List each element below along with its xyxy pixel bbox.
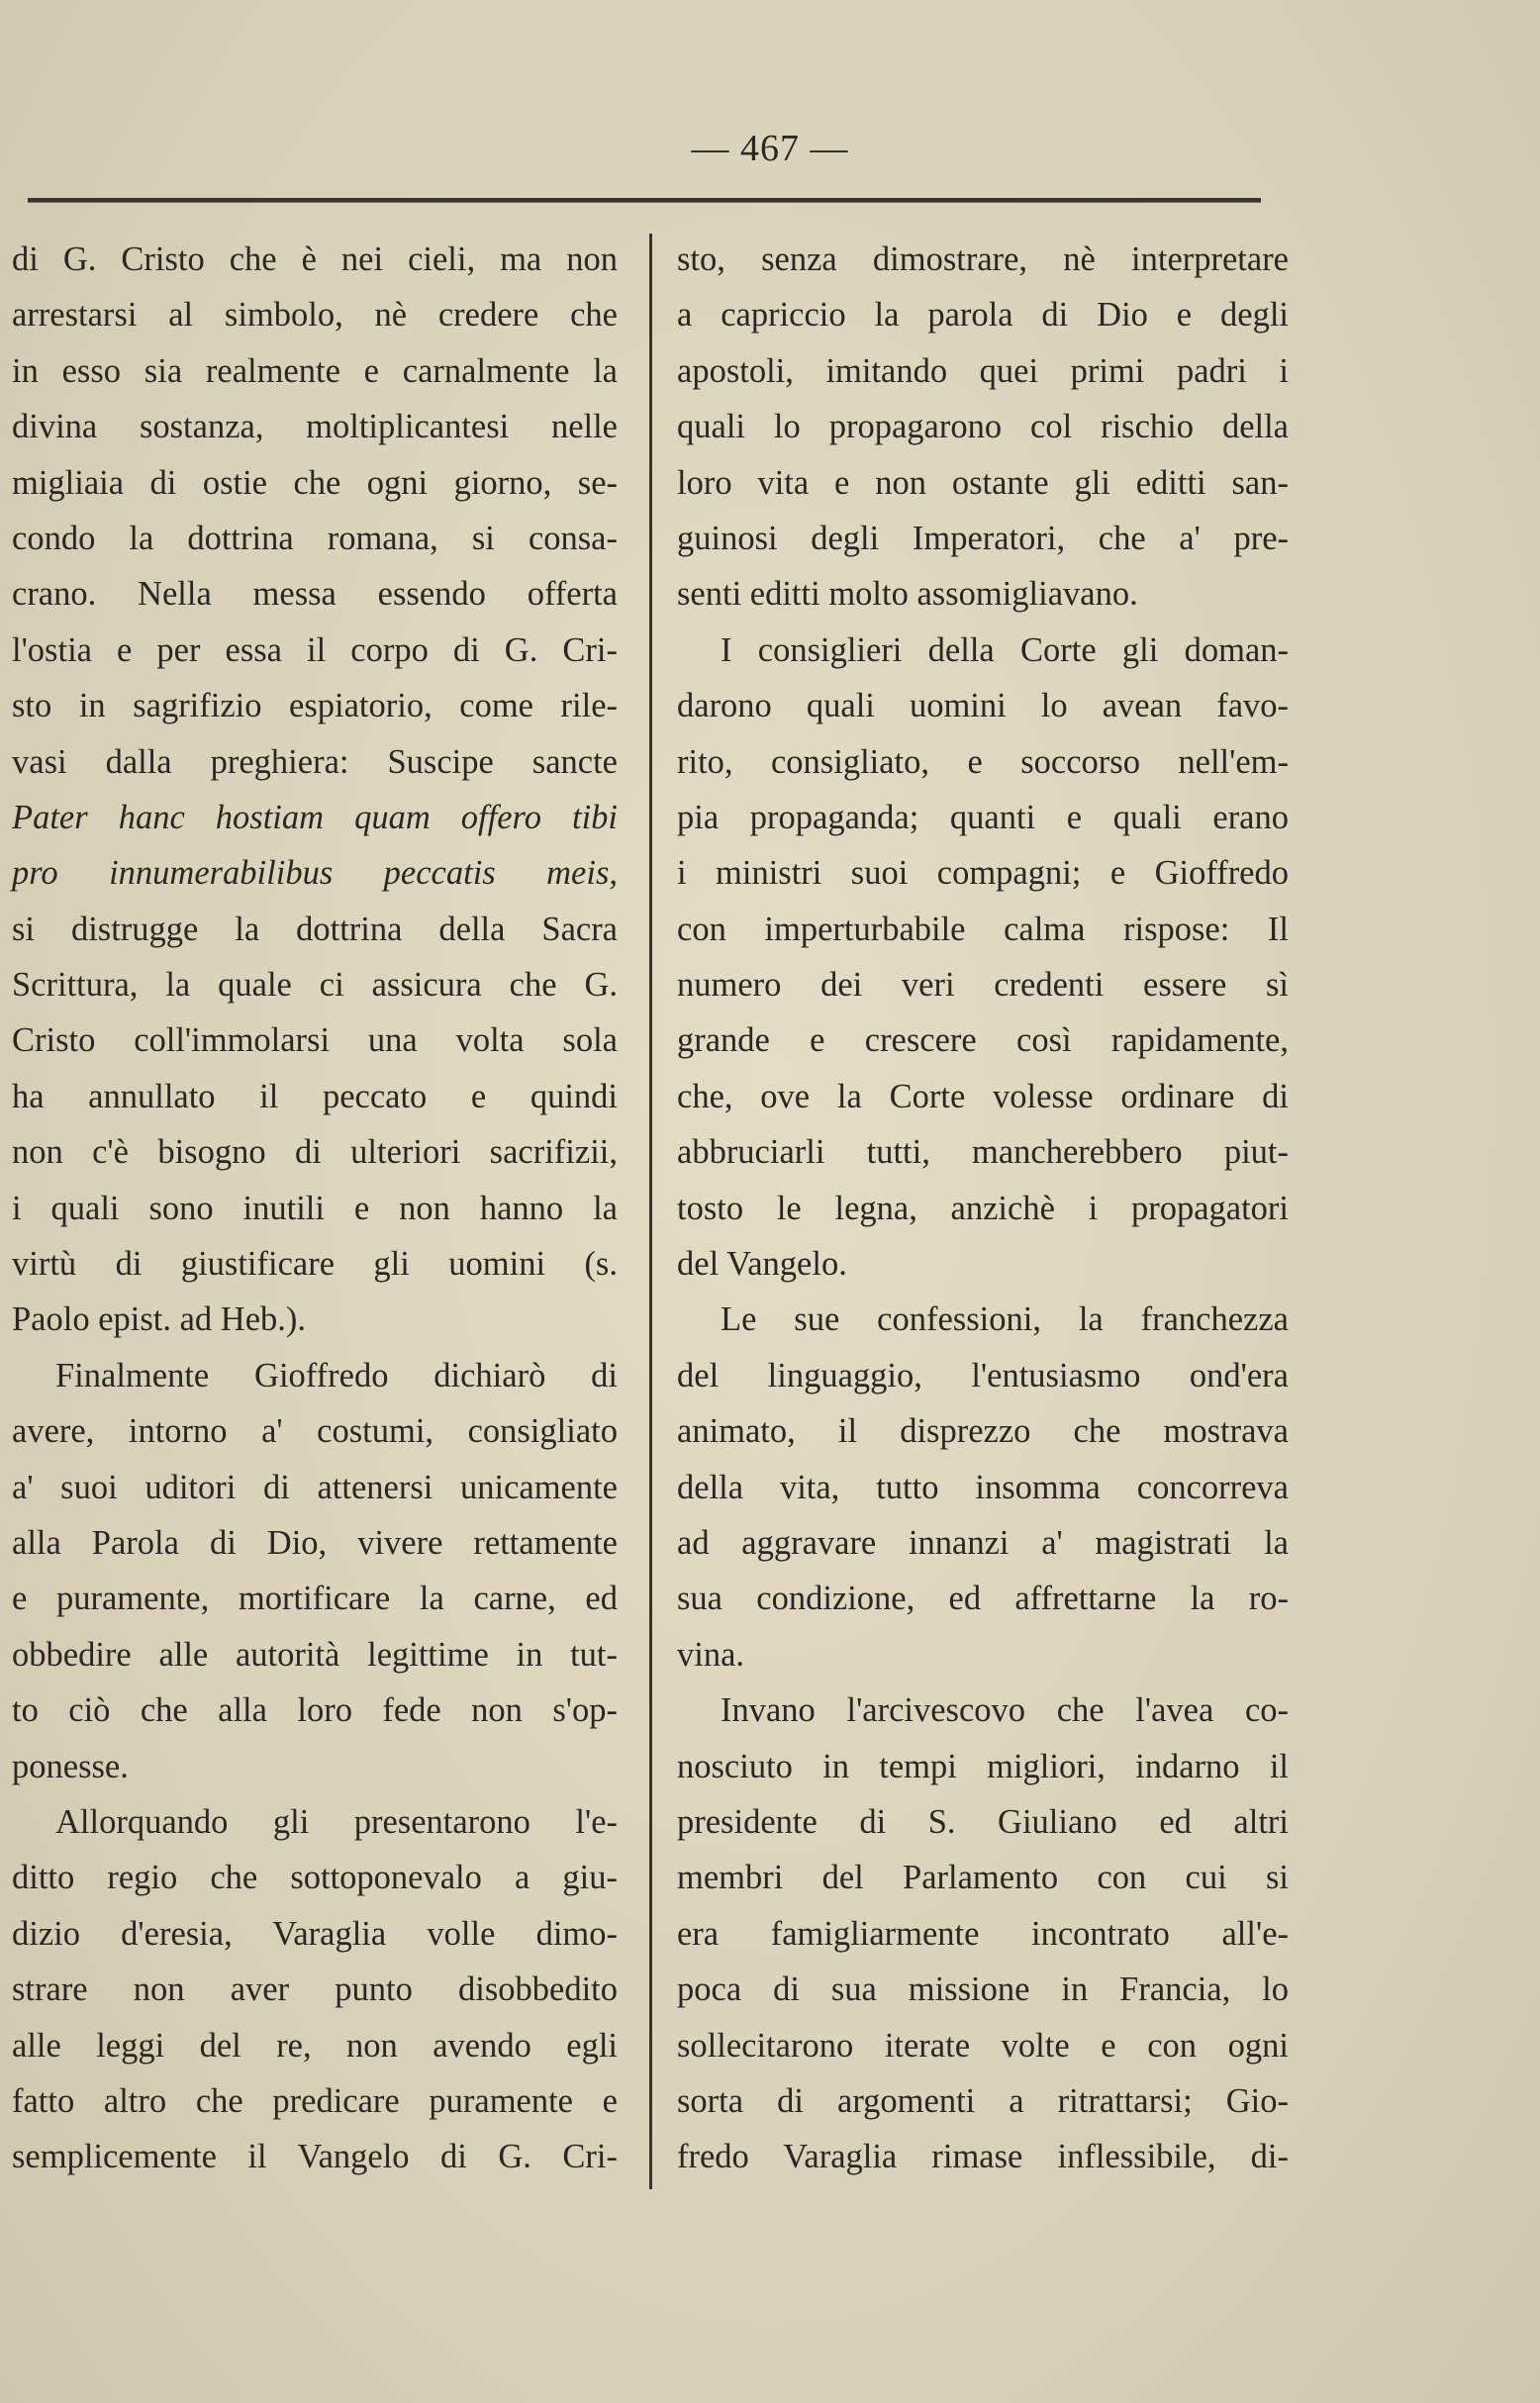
text-line: Paolo epist. ad Heb.).: [12, 1300, 307, 1339]
text-line: era famigliarmente incontrato all'e-: [677, 1914, 1289, 1953]
text-line: strare non aver punto disobbedito: [12, 1970, 618, 2009]
text-line: del Vangelo.: [677, 1245, 847, 1284]
text-line: l'ostia e per essa il corpo di G. Cri-: [12, 630, 618, 669]
text-line: si distrugge la dottrina della Sacra: [12, 910, 618, 948]
paragraph-start-line: I consiglieri della Corte gli doman-: [721, 630, 1289, 669]
text-line: tosto le legna, anzichè i propagatori: [677, 1189, 1289, 1227]
text-line: in esso sia realmente e carnalmente la: [12, 351, 618, 390]
text-line: sorta di argomenti a ritrattarsi; Gio-: [677, 2081, 1289, 2120]
text-line: pia propaganda; quanti e quali erano: [677, 798, 1289, 836]
text-line: che, ove la Corte volesse ordinare di: [677, 1077, 1289, 1115]
column-divider: [649, 234, 652, 2189]
text-line: to ciò che alla loro fede non s'op-: [12, 1691, 618, 1730]
text-line: fredo Varaglia rimase inflessibile, di-: [677, 2138, 1289, 2176]
text-line: crano. Nella messa essendo offerta: [12, 575, 618, 614]
text-line: divina sostanza, moltiplicantesi nelle: [12, 408, 618, 446]
text-line: quali lo propagarono col rischio della: [677, 408, 1289, 446]
text-line: nosciuto in tempi migliori, indarno il: [677, 1747, 1289, 1785]
text-line: grande e crescere così rapidamente,: [677, 1021, 1289, 1060]
text-line: sto, senza dimostrare, nè interpretare: [677, 240, 1289, 278]
text-line: semplicemente il Vangelo di G. Cri-: [12, 2138, 618, 2176]
text-line: di G. Cristo che è nei cieli, ma non: [12, 240, 618, 278]
paragraph-start-line: Allorquando gli presentarono l'e-: [55, 1802, 618, 1841]
text-line: vasi dalla preghiera: Suscipe sancte: [12, 742, 618, 781]
left-column: [12, 232, 618, 2185]
latin-quote-line: pro innumerabilibus peccatis meis,: [12, 854, 618, 893]
text-line: alle leggi del re, non avendo egli: [12, 2026, 618, 2065]
text-line: membri del Parlamento con cui si: [677, 1859, 1289, 1897]
text-line: senti editti molto assomigliavano.: [677, 575, 1138, 614]
text-line: loro vita e non ostante gli editti san-: [677, 463, 1289, 502]
text-line: animato, il disprezzo che mostrava: [677, 1412, 1289, 1451]
text-line: rito, consigliato, e soccorso nell'em-: [677, 742, 1289, 781]
text-line: Scrittura, la quale ci assicura che G.: [12, 966, 618, 1005]
text-line: sto in sagrifizio espiatorio, come rile-: [12, 687, 618, 725]
text-line: a capriccio la parola di Dio e degli: [677, 296, 1289, 335]
text-line: darono quali uomini lo avean favo-: [677, 687, 1289, 725]
text-line: apostoli, imitando quei primi padri i: [677, 351, 1289, 390]
text-line: sua condizione, ed affrettarne la ro-: [677, 1580, 1289, 1618]
text-line: ha annullato il peccato e quindi: [12, 1077, 618, 1115]
text-line: fatto altro che predicare puramente e: [12, 2081, 618, 2120]
text-line: a' suoi uditori di attenersi unicamente: [12, 1468, 618, 1506]
text-line: i quali sono inutili e non hanno la: [12, 1189, 618, 1227]
paragraph-start-line: Invano l'arcivescovo che l'avea co-: [721, 1691, 1289, 1730]
text-line: alla Parola di Dio, vivere rettamente: [12, 1523, 618, 1562]
text-line: ad aggravare innanzi a' magistrati la: [677, 1523, 1289, 1562]
text-line: dizio d'eresia, Varaglia volle dimo-: [12, 1914, 618, 1953]
text-line: migliaia di ostie che ogni giorno, se-: [12, 463, 618, 502]
paragraph-start-line: Le sue confessioni, la franchezza: [721, 1300, 1289, 1339]
paragraph-start-line: Finalmente Gioffredo dichiarò di: [55, 1356, 618, 1394]
text-line: ponesse.: [12, 1747, 129, 1785]
text-line: numero dei veri credenti essere sì: [677, 966, 1289, 1005]
text-line: sollecitarono iterate volte e con ogni: [677, 2026, 1289, 2065]
header-rule: [28, 198, 1261, 203]
text-line: e puramente, mortificare la carne, ed: [12, 1580, 618, 1618]
right-column: [677, 232, 1289, 2185]
text-line: presidente di S. Giuliano ed altri: [677, 1802, 1289, 1841]
text-line: ditto regio che sottoponevalo a giu-: [12, 1859, 618, 1897]
text-line: non c'è bisogno di ulteriori sacrifizii,: [12, 1133, 618, 1172]
text-line: poca di sua missione in Francia, lo: [677, 1970, 1289, 2009]
text-line: guinosi degli Imperatori, che a' pre-: [677, 519, 1289, 557]
text-line: i ministri suoi compagni; e Gioffredo: [677, 854, 1289, 893]
text-line: del linguaggio, l'entusiasmo ond'era: [677, 1356, 1289, 1394]
text-line: arrestarsi al simbolo, nè credere che: [12, 296, 618, 335]
text-line: Cristo coll'immolarsi una volta sola: [12, 1021, 618, 1060]
text-line: abbruciarli tutti, mancherebbero piut-: [677, 1133, 1289, 1172]
page-number: — 467 —: [691, 128, 849, 169]
text-line: condo la dottrina romana, si consa-: [12, 519, 618, 557]
text-line: avere, intorno a' costumi, consigliato: [12, 1412, 618, 1451]
text-line: con imperturbabile calma rispose: Il: [677, 910, 1289, 948]
text-line: virtù di giustificare gli uomini (s.: [12, 1245, 618, 1284]
text-line: vina.: [677, 1635, 745, 1674]
text-line: della vita, tutto insomma concorreva: [677, 1468, 1289, 1506]
text-line: obbedire alle autorità legittime in tut-: [12, 1635, 618, 1674]
latin-quote-line: Pater hanc hostiam quam offero tibi: [12, 798, 618, 836]
